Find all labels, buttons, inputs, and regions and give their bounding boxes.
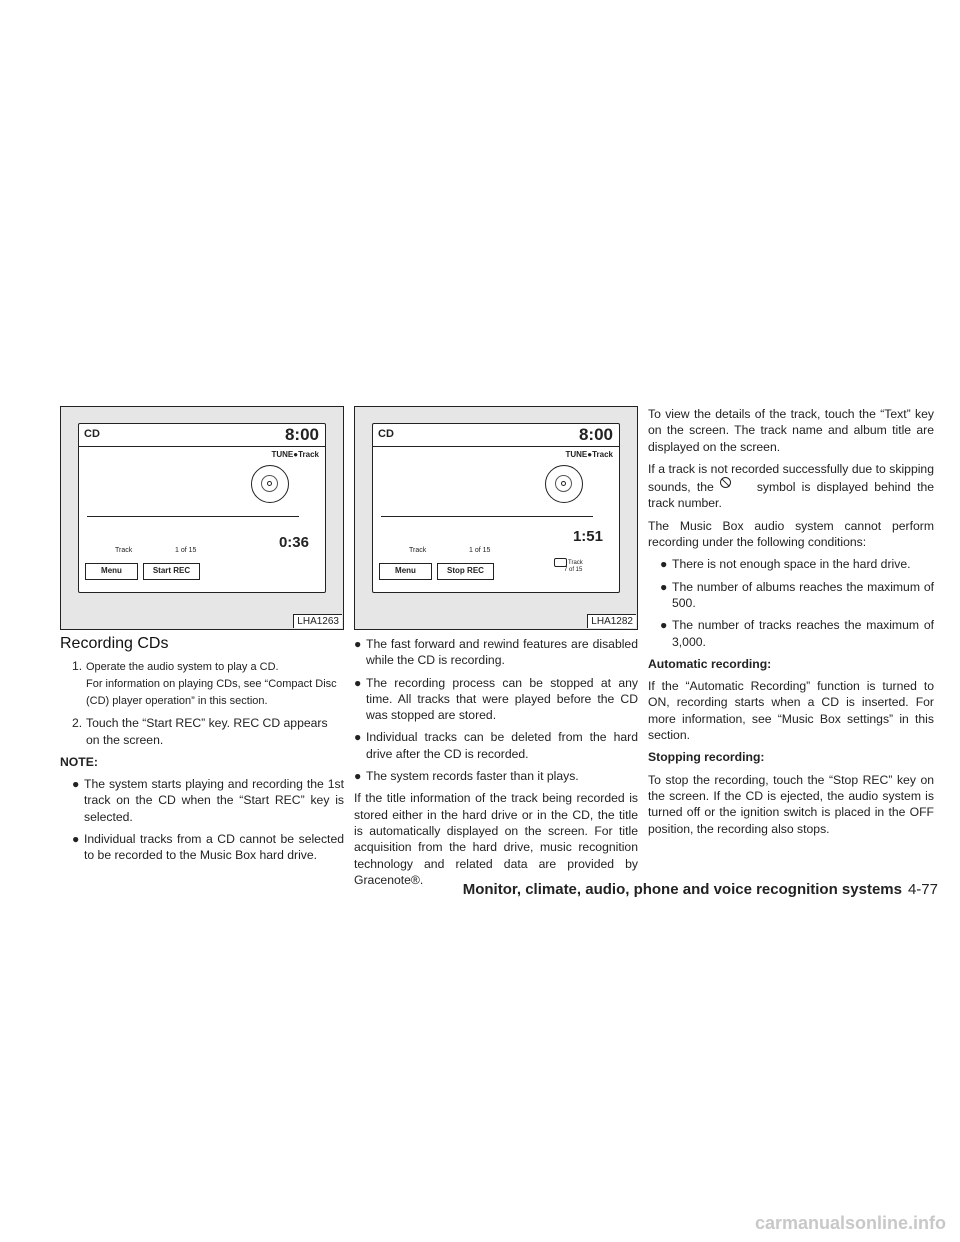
elapsed-time: 1:51 xyxy=(572,528,603,545)
left-column xyxy=(60,636,344,870)
note-heading: NOTE: xyxy=(60,754,98,769)
right-column xyxy=(648,406,934,843)
step-1 xyxy=(60,658,344,709)
track-label: Track xyxy=(409,547,427,554)
list-item: ● Individual tracks from a CD cannot be selected to be recorded to the Music Box hard drive. xyxy=(72,832,344,863)
cd-screen xyxy=(372,423,620,593)
source-label: CD xyxy=(378,428,394,440)
list-item: ● The number of tracks reaches the maximum of 3,000. xyxy=(660,618,934,649)
start-rec-button[interactable]: Start REC xyxy=(143,563,200,580)
list-item: ● The recording process can be stopped at any time. All tracks that were played before the CD was stopped are stored. xyxy=(354,675,638,723)
track-label: Track xyxy=(115,547,133,554)
bullet: ● xyxy=(354,730,362,745)
divider xyxy=(87,516,299,517)
menu-button[interactable]: Menu xyxy=(85,563,138,580)
skip-paragraph: If a track is not recorded successfully due to skipping sounds, the symbol is displayed behind the track number. xyxy=(648,461,935,511)
mini-track-position: 7 of 15 xyxy=(564,567,583,574)
stopping-recording-heading: Stopping recording: xyxy=(648,750,765,765)
list-item: ● Individual tracks can be deleted from the hard drive after the CD is recorded. xyxy=(354,730,638,761)
bullet: ● xyxy=(354,637,362,651)
figure-id: LHA1282 xyxy=(587,614,636,628)
gracenote-paragraph: If the title information of the track being recorded is stored either in the hard drive or in the CD, the title is automatically displayed on the screen. For title acquisition from the hard drive, music recognition technology and related data are provided by Gracenote®. xyxy=(354,791,638,887)
watermark: carmanualsonline.info xyxy=(754,1213,946,1233)
list-item: ● The system starts playing and recording the 1st track on the CD when the “Start REC” key is selected. xyxy=(72,777,344,824)
figure-id: LHA1263 xyxy=(293,614,342,628)
step-text: Operate the audio system to play a CD. xyxy=(86,661,279,674)
source-label: CD xyxy=(84,428,100,440)
stopping-recording-text: To stop the recording, touch the “Stop REC” key on the screen. If the CD is ejected, the audio system is turned off or the ignition switch is placed in the OFF position, the recording also stops. xyxy=(648,772,934,836)
clock: 8:00 xyxy=(578,425,613,444)
step-number: 2. xyxy=(72,716,83,731)
section-title: Recording CDs xyxy=(60,635,169,652)
track-box-icon xyxy=(554,558,567,567)
track-position: 1 of 15 xyxy=(469,547,491,554)
automatic-recording-heading: Automatic recording: xyxy=(648,656,772,671)
step-number: 1. xyxy=(72,659,83,674)
list-item: ● The number of albums reaches the maximum of 500. xyxy=(660,579,934,610)
tune-track-label: TUNE●Track xyxy=(271,450,319,459)
step-2 xyxy=(60,715,344,748)
menu-button[interactable]: Menu xyxy=(379,563,432,580)
disc-icon xyxy=(251,465,289,503)
automatic-recording-text: If the “Automatic Recording” function is turned to ON, recording starts when a CD is inserted. For more information, see “Music Box settings” in this section. xyxy=(648,679,934,743)
page-number: 4-77 xyxy=(907,881,938,898)
cd-screen xyxy=(78,423,326,593)
list-item: ● The system records faster than it plays. xyxy=(354,769,579,784)
skip-symbol-icon xyxy=(720,477,731,488)
screen-header xyxy=(79,424,325,447)
mini-track-label: Track xyxy=(568,560,583,567)
figure-stop-rec xyxy=(354,406,638,630)
clock: 8:00 xyxy=(284,425,319,444)
middle-column xyxy=(354,636,638,894)
divider xyxy=(381,516,593,517)
footer-title: Monitor, climate, audio, phone and voice recognition systems xyxy=(462,881,902,898)
list-item: ● The fast forward and rewind features are disabled while the CD is recording. xyxy=(354,637,638,668)
step-subtext: For information on playing CDs, see “Compact Disc (CD) player operation” in this section. xyxy=(86,678,337,708)
disc-icon xyxy=(545,465,583,503)
bullet: ● xyxy=(72,832,80,847)
conditions-intro: The Music Box audio system cannot perform recording under the following conditions: xyxy=(648,518,934,550)
bullet: ● xyxy=(660,579,668,594)
figure-start-rec xyxy=(60,406,344,630)
stop-rec-button[interactable]: Stop REC xyxy=(437,563,494,580)
step-text: Touch the “Start REC” key. REC CD appears on the screen. xyxy=(86,716,328,747)
tune-track-label: TUNE●Track xyxy=(565,450,613,459)
bullet: ● xyxy=(354,675,362,690)
list-item: ● There is not enough space in the hard drive. xyxy=(660,557,911,572)
page-footer xyxy=(463,881,938,898)
recorded-track-indicator xyxy=(554,558,583,574)
elapsed-time: 0:36 xyxy=(278,534,309,551)
track-position: 1 of 15 xyxy=(175,547,197,554)
screen-header xyxy=(373,424,619,447)
bullet: ● xyxy=(660,557,668,572)
bullet: ● xyxy=(354,769,362,784)
text-key-paragraph: To view the details of the track, touch the “Text” key on the screen. The track name and album title are displayed on the screen. xyxy=(648,407,934,454)
bullet: ● xyxy=(72,777,80,792)
bullet: ● xyxy=(660,618,668,633)
